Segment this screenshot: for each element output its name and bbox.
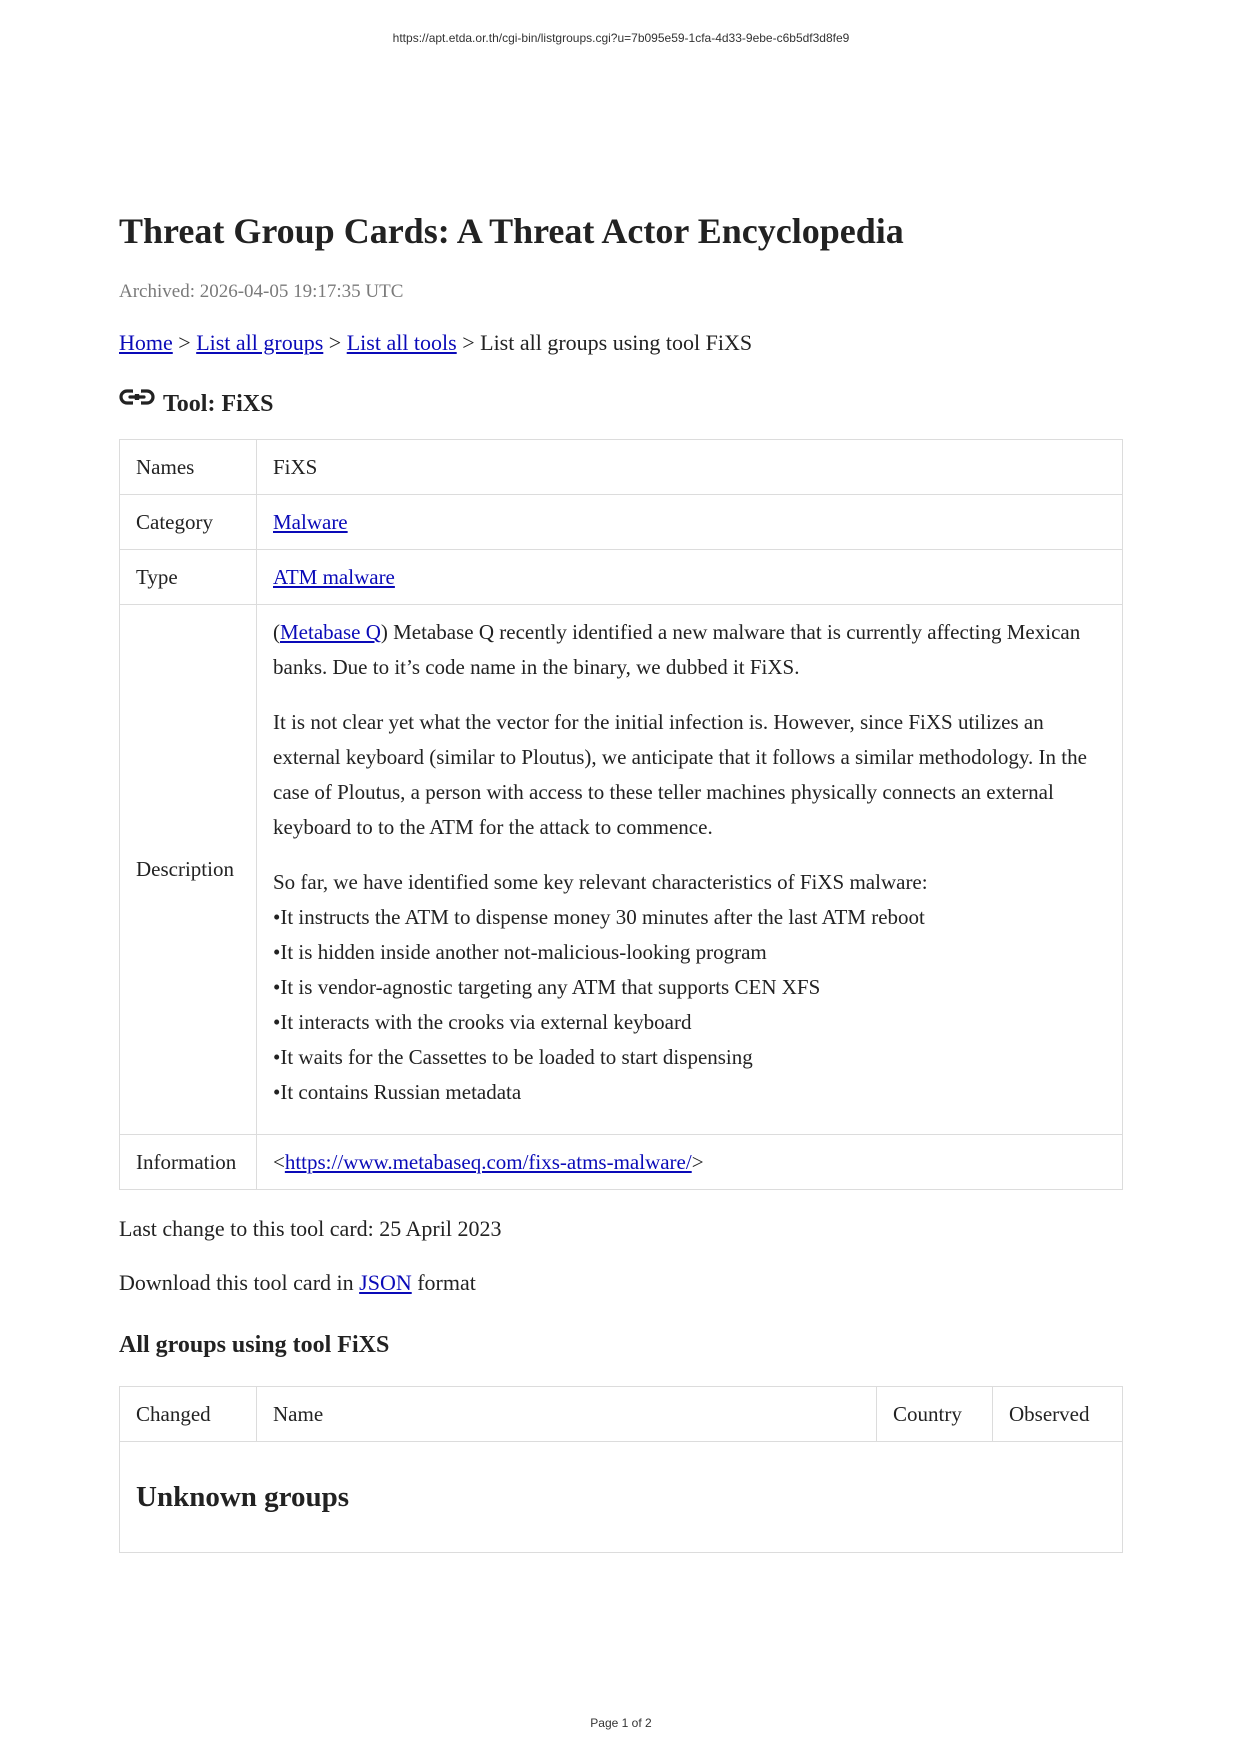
breadcrumb-tools-link[interactable]: List all tools (346, 330, 457, 356)
tool-heading (119, 386, 1123, 418)
download-prefix: Download this tool card in (119, 1270, 360, 1296)
table-row (120, 1442, 1123, 1553)
table-header-row (120, 1387, 1123, 1442)
unknown-groups-heading: Unknown groups (120, 1442, 1123, 1553)
description-label: Description (120, 605, 257, 1135)
type-link[interactable]: ATM malware (273, 564, 395, 589)
description-paragraph: It is not clear yet what the vector for the initial infection is. However, since FiXS utilizes an external keyboard (similar to Ploutus), we anticipate that it follows a similar methodology. In the case of Ploutus, a person with access to these teller machines physically connects an external keyboard to to the ATM for the attack to commence. (273, 710, 1087, 840)
download-line (119, 1270, 1123, 1296)
description-cell (257, 605, 1123, 1135)
names-value: FiXS (257, 440, 1123, 495)
tool-heading-text: Tool: FiXS (163, 391, 274, 418)
column-header-name[interactable]: Name (257, 1387, 877, 1442)
list-item: • It contains Russian metadata (273, 1075, 1106, 1110)
page-number: Page 1 of 2 (590, 1716, 652, 1730)
type-cell (257, 550, 1123, 605)
list-item: • It interacts with the crooks via external keyboard (273, 1005, 1106, 1040)
breadcrumb-current: > List all groups using tool FiXS (456, 330, 753, 356)
table-row (120, 495, 1123, 550)
angle-close: > (691, 1149, 704, 1174)
table-row (120, 440, 1123, 495)
print-url-header: https://apt.etda.or.th/cgi-bin/listgroups.cgi?u=7b095e59-1cfa-4d33-9ebe-c6b5df3d8fe9 (392, 31, 850, 45)
information-cell (257, 1135, 1123, 1190)
description-characteristics (273, 865, 1106, 1110)
json-download-link[interactable]: JSON (359, 1270, 412, 1296)
list-item: • It waits for the Cassettes to be loaded to start dispensing (273, 1040, 1106, 1075)
information-label: Information (120, 1135, 257, 1190)
page-title: Threat Group Cards: A Threat Actor Encyclopedia (119, 211, 904, 251)
characteristics-list (273, 900, 1106, 1110)
groups-heading: All groups using tool FiXS (119, 1332, 390, 1359)
list-item: • It is vendor-agnostic targeting any ATM that supports CEN XFS (273, 970, 1106, 1005)
download-suffix: format (411, 1270, 476, 1296)
column-header-observed[interactable]: Observed (993, 1387, 1123, 1442)
link-icon (119, 386, 155, 410)
source-link-metabase-q[interactable]: Metabase Q (280, 620, 381, 645)
table-row (120, 605, 1123, 1135)
list-item: • It is hidden inside another not-malicious-looking program (273, 935, 1106, 970)
list-item: • It instructs the ATM to dispense money 30 minutes after the last ATM reboot (273, 900, 1106, 935)
description-text: ) Metabase Q recently identified a new malware that is currently affecting Mexican banks. Due to it’s code name in the binary, we dubbed it FiXS. (273, 620, 1081, 680)
breadcrumb-home-link[interactable]: Home (119, 330, 173, 356)
archived-timestamp: Archived: 2026-04-05 19:17:35 UTC (119, 281, 404, 303)
last-change-text: Last change to this tool card: 25 April 2023 (119, 1216, 502, 1242)
information-link[interactable]: https://www.metabaseq.com/fixs-atms-malware/ (284, 1149, 692, 1174)
breadcrumb-separator: > (172, 330, 197, 356)
table-row (120, 1135, 1123, 1190)
description-paragraph (273, 615, 1106, 685)
groups-table (119, 1386, 1123, 1553)
column-header-changed[interactable]: Changed (120, 1387, 257, 1442)
names-label: Names (120, 440, 257, 495)
column-header-country[interactable]: Country (877, 1387, 993, 1442)
paren-open: ( (273, 620, 280, 645)
tool-details-table (119, 439, 1123, 1190)
characteristics-intro: So far, we have identified some key relevant characteristics of FiXS malware: (273, 870, 928, 895)
table-row (120, 550, 1123, 605)
angle-open: < (273, 1149, 285, 1174)
category-cell (257, 495, 1123, 550)
type-label: Type (120, 550, 257, 605)
breadcrumb-groups-link[interactable]: List all groups (196, 330, 324, 356)
category-link[interactable]: Malware (273, 509, 348, 534)
page-content (119, 210, 1123, 1553)
breadcrumb (119, 330, 1123, 356)
category-label: Category (120, 495, 257, 550)
breadcrumb-separator: > (323, 330, 347, 356)
